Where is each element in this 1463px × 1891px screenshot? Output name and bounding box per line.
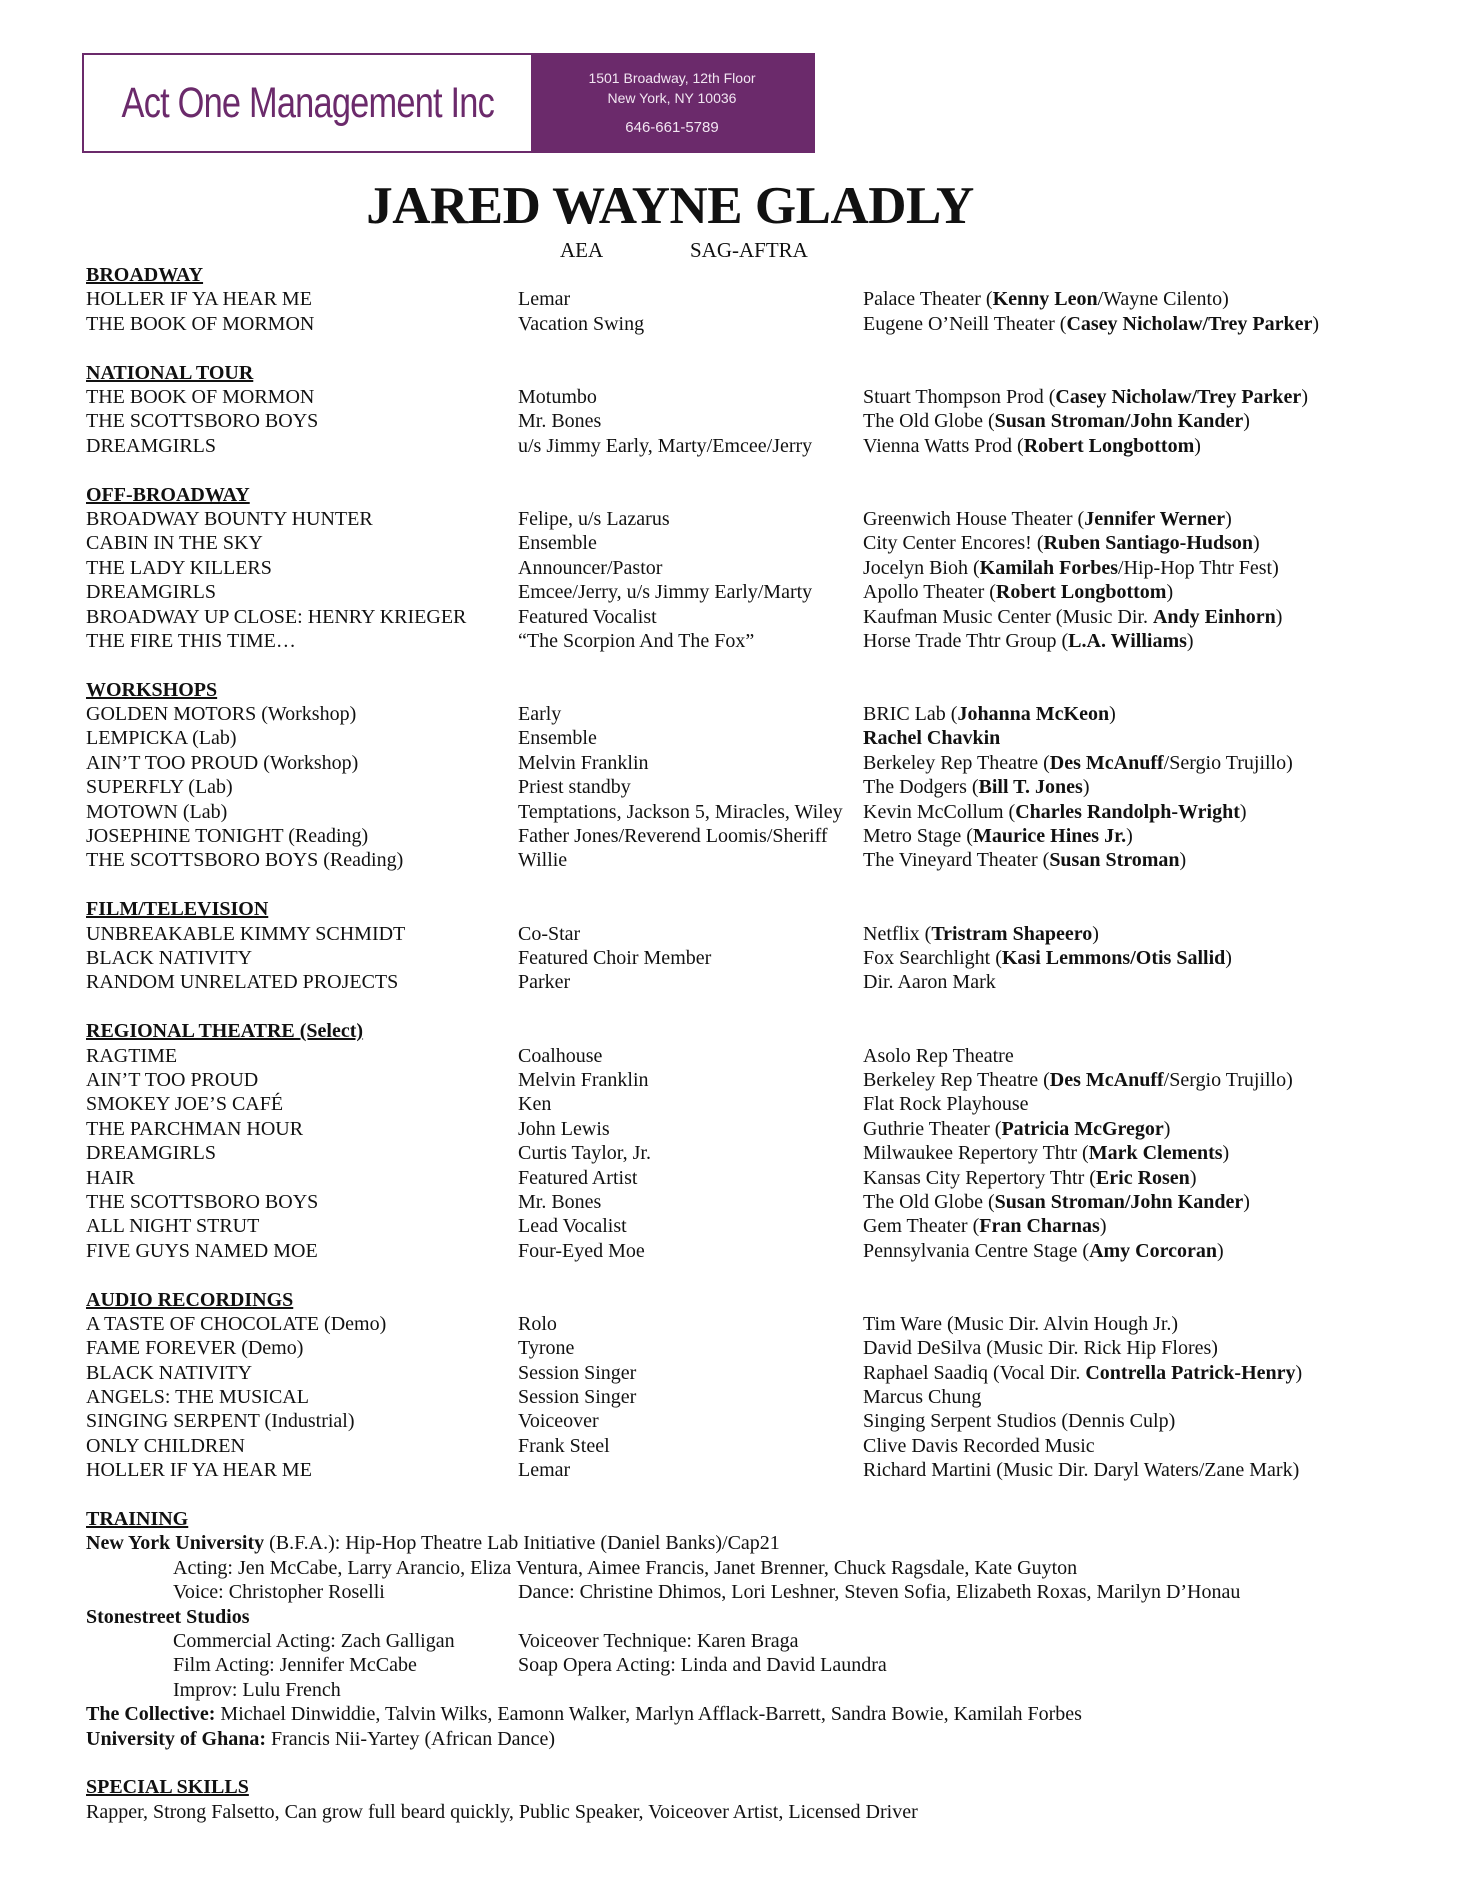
credit-row [86, 1434, 1386, 1458]
venue-text: Kaufman Music Center (Music Dir. [863, 605, 1153, 628]
credit-role: Ensemble [518, 727, 597, 750]
credit-venue [863, 312, 1319, 336]
venue-text: ) [1217, 1239, 1224, 1262]
credit-row [86, 531, 1386, 555]
training-collective [86, 1702, 1386, 1726]
credit-title: ANGELS: THE MUSICAL [86, 1386, 309, 1409]
venue-text: Singing Serpent Studios (Dennis Culp) [863, 1410, 1176, 1433]
venue-text: Netflix ( [863, 922, 932, 945]
section-heading: OFF-BROADWAY [86, 483, 250, 506]
credits [86, 263, 1386, 1483]
credit-role: Father Jones/Reverend Loomis/Sheriff [518, 825, 828, 848]
credit-role: Temptations, Jackson 5, Miracles, Wiley [518, 800, 843, 823]
credit-role: Mr. Bones [518, 1190, 602, 1213]
credit-section [86, 483, 1386, 654]
credit-role: Co-Star [518, 922, 581, 945]
credit-title: A TASTE OF CHOCOLATE (Demo) [86, 1312, 387, 1335]
credit-section [86, 263, 1386, 336]
venue-text: ) [1275, 605, 1283, 628]
credit-venue [863, 726, 1000, 750]
director-name: Fran Charnas [979, 1215, 1100, 1238]
credit-venue [863, 775, 1090, 799]
union-aea: AEA [560, 238, 604, 262]
school-name: Stonestreet Studios [86, 1605, 250, 1628]
credit-row [86, 751, 1386, 775]
union-sag-aftra: SAG-AFTRA [690, 238, 808, 262]
credit-venue [863, 1385, 981, 1409]
credit-venue [863, 1166, 1196, 1190]
credit-venue [863, 1068, 1293, 1092]
credit-venue [863, 970, 996, 994]
venue-text: ) [1243, 1190, 1250, 1213]
credit-title: BLACK NATIVITY [86, 947, 253, 970]
director-name: Tristram Shapeero [931, 922, 1093, 945]
credit-row [86, 1336, 1386, 1360]
venue-text: Raphael Saadiq (Vocal Dir. [863, 1361, 1086, 1384]
credit-role: Featured Artist [518, 1166, 638, 1189]
venue-text: Kevin McCollum ( [863, 800, 1016, 823]
venue-text: /Sergio Trujillo) [1163, 751, 1293, 774]
credit-role: John Lewis [518, 1117, 610, 1140]
credit-row [86, 409, 1386, 433]
venue-text: BRIC Lab ( [863, 703, 958, 726]
school-detail: Michael Dinwiddie, Talvin Wilks, Eamonn Walker, Marlyn Afflack-Barrett, Sandra Bowie, Kamilah Forbes [215, 1703, 1082, 1726]
agency-phone: 646-661-5789 [625, 119, 719, 136]
credit-venue [863, 629, 1194, 653]
credit-venue [863, 922, 1099, 946]
credit-row [86, 1239, 1386, 1263]
credit-row [86, 1141, 1386, 1165]
credit-venue [863, 946, 1232, 970]
credit-venue [863, 1312, 1178, 1336]
credit-role: Ensemble [518, 532, 597, 555]
credit-row [86, 1190, 1386, 1214]
venue-text: Marcus Chung [863, 1386, 982, 1409]
venue-text: Vienna Watts Prod ( [863, 434, 1024, 457]
credit-row [86, 1044, 1386, 1068]
section-heading: SPECIAL SKILLS [86, 1776, 249, 1799]
venue-text: The Dodgers ( [863, 776, 979, 799]
credit-title: BLACK NATIVITY [86, 1361, 253, 1384]
director-name: Patricia McGregor [1001, 1117, 1164, 1140]
teacher-list: Voice: Christopher Roselli [173, 1581, 385, 1604]
credit-section [86, 1019, 1386, 1263]
venue-text: /Hip-Hop Thtr Fest) [1118, 556, 1279, 579]
training-ss-row1 [86, 1629, 1386, 1653]
director-name: Susan Stroman [1049, 849, 1180, 872]
venue-text: ) [1092, 922, 1099, 945]
credit-title: BROADWAY UP CLOSE: HENRY KRIEGER [86, 605, 467, 628]
credit-venue [863, 824, 1133, 848]
credit-role: u/s Jimmy Early, Marty/Emcee/Jerry [518, 434, 813, 457]
credit-row [86, 702, 1386, 726]
credit-venue [863, 800, 1247, 824]
credit-venue [863, 848, 1186, 872]
director-name: Amy Corcoran [1089, 1239, 1218, 1262]
director-name: Andy Einhorn [1152, 605, 1276, 628]
credit-venue [863, 1434, 1095, 1458]
venue-text: Dir. Aaron Mark [863, 971, 996, 994]
credit-title: BROADWAY BOUNTY HUNTER [86, 507, 373, 530]
training-stonestreet [86, 1605, 1386, 1629]
teacher-list: Acting: Jen McCabe, Larry Arancio, Eliza Ventura, Aimee Francis, Janet Brenner, Chuck Ragsdale, Kate Guyton [173, 1556, 1078, 1579]
credit-row [86, 848, 1386, 872]
teacher-list: Voiceover Technique: Karen Braga [518, 1630, 799, 1652]
credit-role: Felipe, u/s Lazarus [518, 507, 670, 530]
credit-row [86, 1092, 1386, 1116]
school-name: University of Ghana: [86, 1727, 266, 1750]
training-nyu-voice-dance [86, 1580, 1386, 1604]
school-detail: (B.F.A.): Hip-Hop Theatre Lab Initiative (Daniel Banks)/Cap21 [264, 1532, 780, 1555]
agency-contact-panel [531, 55, 813, 151]
actor-name: JARED WAYNE GLADLY [366, 177, 974, 235]
section-heading: AUDIO RECORDINGS [86, 1288, 294, 1311]
credit-title: LEMPICKA (Lab) [86, 727, 237, 750]
credit-row [86, 775, 1386, 799]
teacher-list: Soap Opera Acting: Linda and David Laundra [518, 1654, 887, 1677]
credit-title: UNBREAKABLE KIMMY SCHMIDT [86, 922, 406, 945]
section-heading: REGIONAL THEATRE (Select) [86, 1020, 364, 1043]
special-skills-section [86, 1775, 1386, 1824]
venue-text: David DeSilva (Music Dir. Rick Hip Flores) [863, 1337, 1218, 1360]
credit-row [86, 1361, 1386, 1385]
credit-row [86, 434, 1386, 458]
credit-role: Mr. Bones [518, 410, 602, 433]
credit-row [86, 312, 1386, 336]
credit-row [86, 580, 1386, 604]
credit-title: RAGTIME [86, 1044, 178, 1067]
credit-row [86, 1214, 1386, 1238]
credit-role: Lemar [518, 288, 571, 311]
credit-row [86, 970, 1386, 994]
section-heading: WORKSHOPS [86, 678, 218, 701]
credit-section [86, 678, 1386, 873]
credit-title: DREAMGIRLS [86, 1142, 217, 1165]
credit-row [86, 1166, 1386, 1190]
credit-venue [863, 580, 1173, 604]
credit-row [86, 800, 1386, 824]
credit-row [86, 824, 1386, 848]
special-skills-text: Rapper, Strong Falsetto, Can grow full beard quickly, Public Speaker, Voiceover Artist, Licensed Driver [86, 1800, 918, 1823]
credit-section [86, 1288, 1386, 1483]
section-heading: BROADWAY [86, 264, 204, 286]
credit-title: SMOKEY JOE’S CAFÉ [86, 1093, 284, 1116]
credit-title: FIVE GUYS NAMED MOE [86, 1239, 318, 1262]
credit-row [86, 1409, 1386, 1433]
director-name: Susan Stroman/John Kander [994, 1190, 1244, 1213]
credit-venue [863, 1458, 1299, 1482]
credit-role: Featured Vocalist [518, 605, 657, 628]
credit-venue [863, 287, 1229, 311]
credit-role: “The Scorpion And The Fox” [518, 629, 755, 652]
credit-venue [863, 1214, 1107, 1238]
credit-role: Motumbo [518, 385, 597, 408]
venue-text: ) [1225, 947, 1232, 970]
venue-text: ) [1186, 629, 1194, 652]
credit-venue [863, 1409, 1175, 1433]
credit-venue [863, 702, 1116, 726]
credit-title: HOLLER IF YA HEAR ME [86, 1459, 312, 1482]
venue-text: ) [1225, 507, 1232, 530]
venue-text: Gem Theater ( [863, 1215, 980, 1238]
director-name: Kenny Leon [992, 288, 1098, 311]
venue-text: ) [1194, 434, 1201, 457]
credit-venue [863, 385, 1308, 409]
director-name: Johanna McKeon [957, 703, 1110, 726]
section-heading: FILM/TELEVISION [86, 898, 269, 921]
credit-role: Priest standby [518, 776, 631, 799]
credit-row [86, 1068, 1386, 1092]
venue-text: ) [1301, 385, 1308, 408]
section-heading: NATIONAL TOUR [86, 361, 254, 384]
credit-venue [863, 531, 1260, 555]
credit-venue [863, 1044, 1014, 1068]
venue-text: Asolo Rep Theatre [863, 1044, 1014, 1067]
training-ss-row3 [86, 1678, 1386, 1702]
credit-venue [863, 751, 1293, 775]
venue-text: Palace Theater ( [863, 288, 993, 311]
venue-text: ) [1126, 825, 1133, 848]
credit-role: Melvin Franklin [518, 1068, 649, 1091]
credit-role: Tyrone [518, 1337, 575, 1360]
credit-title: SUPERFLY (Lab) [86, 776, 233, 799]
venue-text: ) [1189, 1166, 1197, 1189]
credit-venue [863, 1141, 1229, 1165]
credit-venue [863, 434, 1201, 458]
credit-row [86, 1458, 1386, 1482]
credit-row [86, 1312, 1386, 1336]
credit-role: Lemar [518, 1459, 571, 1482]
credit-venue [863, 1361, 1302, 1385]
director-name: Mark Clements [1088, 1142, 1223, 1165]
venue-text: Richard Martini (Music Dir. Daryl Waters/Zane Mark) [863, 1459, 1300, 1482]
credit-role: Parker [518, 971, 571, 994]
credit-venue [863, 556, 1279, 580]
credit-venue [863, 1092, 1029, 1116]
director-name: Robert Longbottom [1023, 434, 1195, 457]
venue-text: ) [1179, 849, 1187, 872]
credit-role: Session Singer [518, 1361, 637, 1384]
venue-text: Apollo Theater ( [863, 581, 996, 604]
section-heading: TRAINING [86, 1508, 189, 1531]
credit-row [86, 385, 1386, 409]
credit-title: JOSEPHINE TONIGHT (Reading) [86, 825, 369, 848]
venue-text: ) [1243, 410, 1250, 433]
director-name: Casey Nicholaw/Trey Parker [1066, 312, 1313, 335]
venue-text: Berkeley Rep Theatre ( [863, 1068, 1050, 1091]
director-name: Eric Rosen [1095, 1166, 1190, 1189]
credit-role: Four-Eyed Moe [518, 1239, 645, 1262]
training-nyu [86, 1531, 1386, 1555]
director-name: Kasi Lemmons/Otis Sallid [1001, 947, 1226, 970]
credit-role: Featured Choir Member [518, 947, 712, 970]
credit-role: Ken [518, 1093, 552, 1116]
credit-row [86, 1117, 1386, 1141]
agency-logo [82, 53, 815, 153]
credit-role: Voiceover [518, 1410, 599, 1433]
venue-text: Horse Trade Thtr Group ( [863, 629, 1069, 652]
venue-text: Eugene O’Neill Theater ( [863, 312, 1067, 335]
credit-venue [863, 507, 1232, 531]
venue-text: ) [1099, 1215, 1107, 1238]
credit-row [86, 922, 1386, 946]
training-nyu-acting [86, 1556, 1386, 1580]
venue-text: Berkeley Rep Theatre ( [863, 751, 1050, 774]
training-section [86, 1507, 1386, 1751]
credit-title: THE SCOTTSBORO BOYS (Reading) [86, 849, 404, 872]
credit-title: HOLLER IF YA HEAR ME [86, 288, 312, 311]
director-name: Jennifer Werner [1084, 507, 1226, 530]
credit-title: CABIN IN THE SKY [86, 532, 263, 555]
director-name: Charles Randolph-Wright [1015, 800, 1240, 823]
credit-title: SINGING SERPENT (Industrial) [86, 1410, 355, 1433]
agency-address-line1: 1501 Broadway, 12th Floor [588, 70, 756, 86]
venue-text: ) [1109, 703, 1116, 726]
venue-text: Jocelyn Bioh ( [863, 556, 980, 579]
credit-title: THE BOOK OF MORMON [86, 312, 315, 335]
teacher-list: Film Acting: Jennifer McCabe [173, 1654, 417, 1677]
credit-title: MOTOWN (Lab) [86, 800, 228, 823]
director-name: L.A. Williams [1068, 629, 1187, 652]
venue-text: ) [1163, 1117, 1171, 1140]
agency-name-panel [84, 55, 531, 151]
venue-text: Flat Rock Playhouse [863, 1093, 1029, 1116]
venue-text: /Wayne Cilento) [1097, 288, 1229, 311]
agency-name: Act One Management Inc [121, 78, 494, 127]
credit-row [86, 507, 1386, 531]
credit-title: GOLDEN MOTORS (Workshop) [86, 703, 357, 726]
credit-venue [863, 1117, 1170, 1141]
director-name: Casey Nicholaw/Trey Parker [1055, 385, 1302, 408]
director-name: Contrella Patrick-Henry [1085, 1361, 1296, 1384]
credit-title: THE SCOTTSBORO BOYS [86, 1190, 319, 1213]
director-name: Maurice Hines Jr. [972, 825, 1127, 848]
credit-row [86, 946, 1386, 970]
credit-title: DREAMGIRLS [86, 581, 217, 604]
training-ss-row2 [86, 1653, 1386, 1677]
venue-text: Pennsylvania Centre Stage ( [863, 1239, 1090, 1262]
director-name: Robert Longbottom [995, 581, 1167, 604]
venue-text: Metro Stage ( [863, 825, 973, 848]
venue-text: City Center Encores! ( [863, 532, 1044, 555]
teacher-list: Commercial Acting: Zach Galligan [173, 1630, 455, 1652]
credit-title: THE LADY KILLERS [86, 556, 272, 579]
credit-role: Lead Vocalist [518, 1215, 627, 1238]
teacher-list: Improv: Lulu French [173, 1678, 341, 1701]
credit-row [86, 605, 1386, 629]
credit-row [86, 629, 1386, 653]
credit-role: Willie [518, 849, 568, 872]
credit-role: Melvin Franklin [518, 751, 649, 774]
credit-section [86, 897, 1386, 995]
venue-text: ) [1312, 312, 1319, 335]
venue-text: ) [1253, 532, 1260, 555]
venue-text: Tim Ware (Music Dir. Alvin Hough Jr.) [863, 1312, 1179, 1335]
director-name: Des McAnuff [1049, 751, 1164, 774]
venue-text: /Sergio Trujillo) [1163, 1068, 1293, 1091]
credit-title: RANDOM UNRELATED PROJECTS [86, 971, 399, 994]
director-name: Susan Stroman/John Kander [994, 410, 1244, 433]
credit-row [86, 556, 1386, 580]
director-name: Kamilah Forbes [979, 556, 1118, 579]
credit-title: AIN’T TOO PROUD (Workshop) [86, 751, 359, 774]
school-name: New York University [86, 1532, 265, 1555]
school-name: The Collective: [86, 1703, 216, 1726]
director-name: Bill T. Jones [978, 776, 1083, 799]
credit-title: AIN’T TOO PROUD [86, 1068, 259, 1091]
credit-row [86, 726, 1386, 750]
director-name: Ruben Santiago-Hudson [1043, 532, 1254, 555]
credit-title: FAME FOREVER (Demo) [86, 1337, 304, 1360]
credit-role: Curtis Taylor, Jr. [518, 1142, 651, 1165]
credit-title: THE BOOK OF MORMON [86, 385, 315, 408]
credit-title: THE SCOTTSBORO BOYS [86, 410, 319, 433]
venue-text: ) [1239, 800, 1247, 823]
credit-role: Rolo [518, 1312, 557, 1335]
school-detail: Francis Nii-Yartey (African Dance) [266, 1727, 555, 1750]
credit-title: THE PARCHMAN HOUR [86, 1117, 304, 1140]
venue-text: ) [1166, 581, 1174, 604]
credit-role: Early [518, 703, 562, 726]
credit-venue [863, 409, 1250, 433]
credit-title: HAIR [86, 1166, 135, 1189]
director-name: Des McAnuff [1049, 1068, 1164, 1091]
credit-row [86, 287, 1386, 311]
credit-role: Frank Steel [518, 1434, 610, 1457]
venue-text: The Old Globe ( [863, 410, 995, 433]
venue-text: ) [1295, 1361, 1303, 1384]
credit-title: ONLY CHILDREN [86, 1434, 245, 1457]
credit-venue [863, 1336, 1218, 1360]
credit-role: Emcee/Jerry, u/s Jimmy Early/Marty [518, 581, 813, 604]
credit-venue [863, 1239, 1224, 1263]
credit-role: Coalhouse [518, 1044, 603, 1067]
resume-content [86, 263, 1386, 1849]
venue-text: Stuart Thompson Prod ( [863, 385, 1056, 408]
director-name: Rachel Chavkin [863, 727, 1001, 750]
venue-text: Kansas City Repertory Thtr ( [863, 1166, 1096, 1189]
credit-row [86, 1385, 1386, 1409]
credit-role: Announcer/Pastor [518, 556, 663, 579]
venue-text: Greenwich House Theater ( [863, 507, 1085, 530]
venue-text: Clive Davis Recorded Music [863, 1434, 1095, 1457]
credit-title: THE FIRE THIS TIME… [86, 629, 296, 652]
credit-venue [863, 605, 1282, 629]
venue-text: Fox Searchlight ( [863, 947, 1002, 970]
teacher-list: Dance: Christine Dhimos, Lori Leshner, Steven Sofia, Elizabeth Roxas, Marilyn D’Honau [518, 1581, 1241, 1604]
credit-venue [863, 1190, 1250, 1214]
credit-role: Vacation Swing [518, 312, 645, 335]
venue-text: The Vineyard Theater ( [863, 849, 1050, 872]
credit-title: ALL NIGHT STRUT [86, 1215, 260, 1238]
venue-text: Milwaukee Repertory Thtr ( [863, 1142, 1089, 1165]
agency-address-line2: New York, NY 10036 [607, 90, 737, 106]
training-ghana [86, 1727, 1386, 1751]
credit-title: DREAMGIRLS [86, 434, 217, 457]
venue-text: ) [1082, 776, 1090, 799]
venue-text: Guthrie Theater ( [863, 1117, 1002, 1140]
venue-text: The Old Globe ( [863, 1190, 995, 1213]
credit-role: Session Singer [518, 1386, 637, 1409]
credit-section [86, 361, 1386, 459]
venue-text: ) [1222, 1142, 1230, 1165]
